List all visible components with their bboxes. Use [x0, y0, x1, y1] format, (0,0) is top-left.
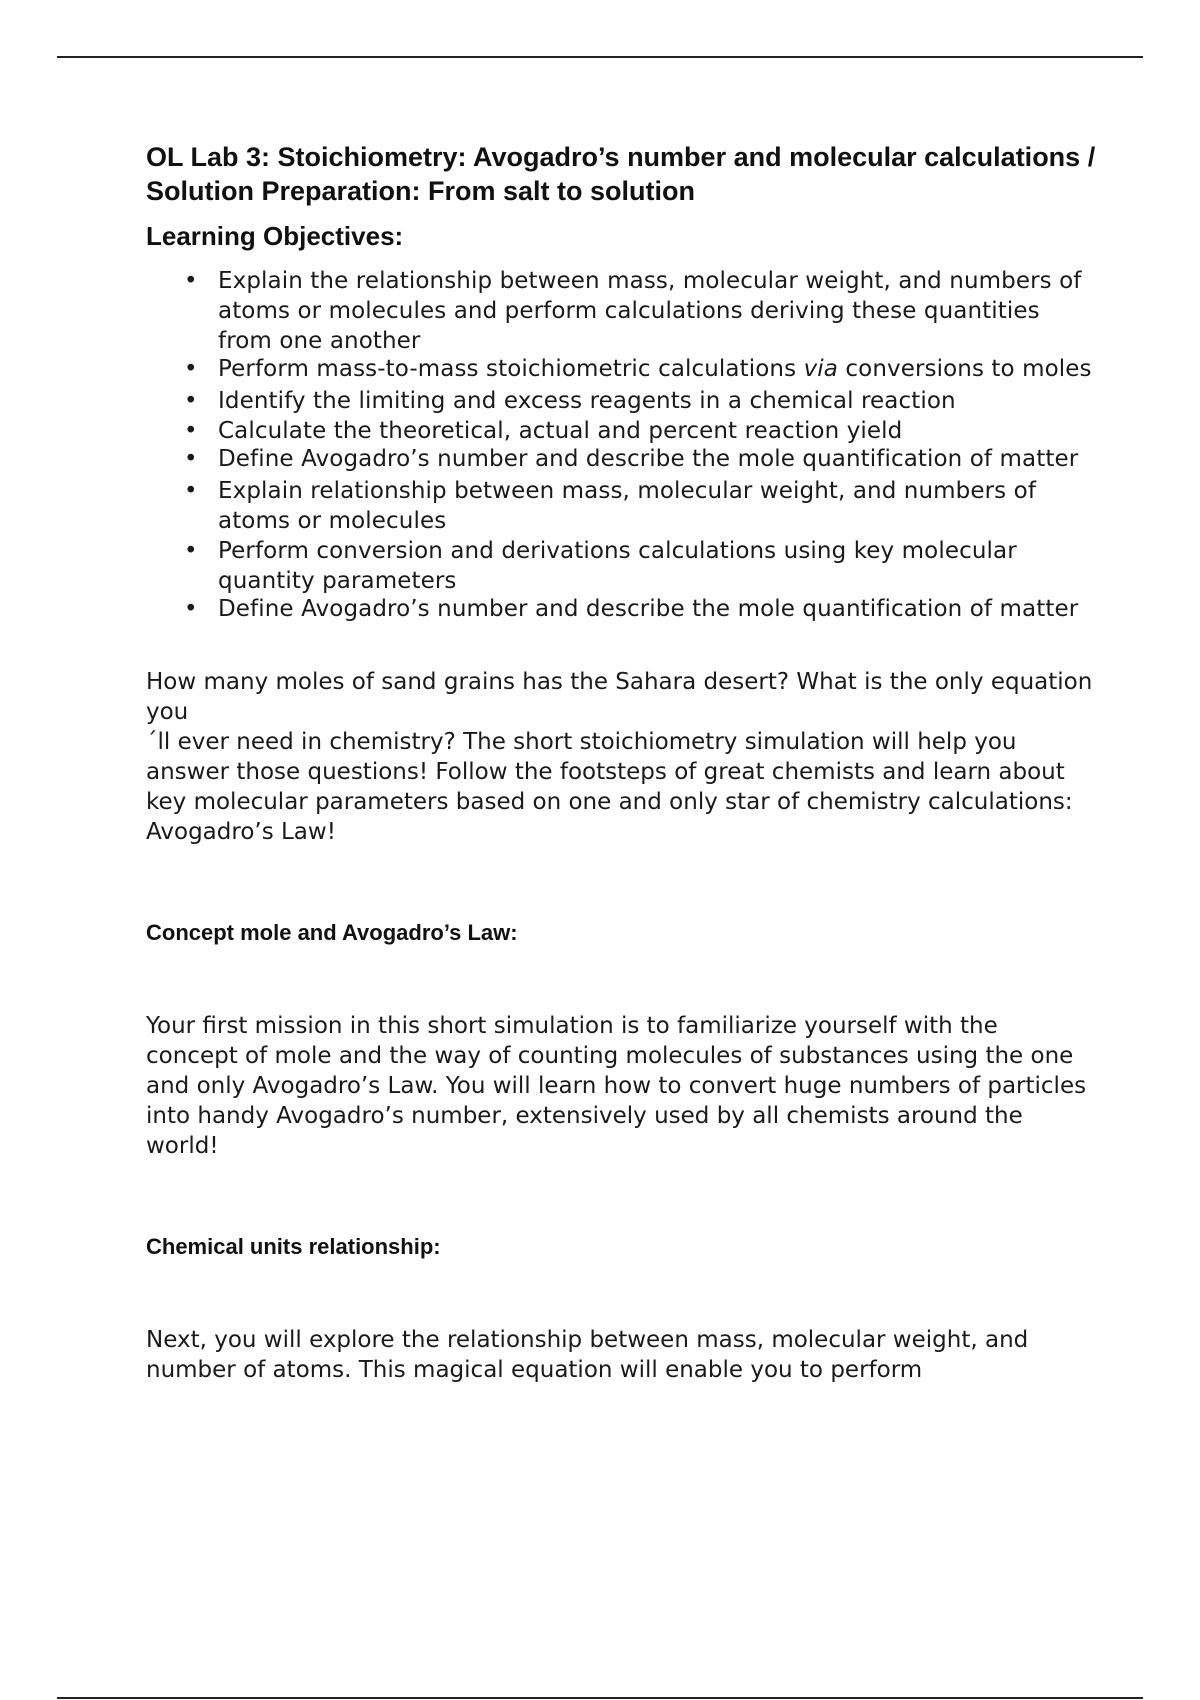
- intro-line-1: How many moles of sand grains has the Sahara desert? What is the only equation you: [146, 669, 1093, 725]
- list-item: • Explain the relationship between mass, molecular weight, and numbers of atoms or molecules and perform calculations deriving these quantities from one another: [184, 266, 1096, 356]
- objectives-heading: Learning Objectives:: [146, 221, 404, 251]
- list-item: • Explain relationship between mass, molecular weight, and numbers of atoms or molecules: [184, 476, 1096, 536]
- list-item: • Identify the limiting and excess reagents in a chemical reaction: [184, 386, 1096, 416]
- bottom-rule: [57, 1697, 1143, 1699]
- italic-via: via: [803, 356, 838, 382]
- document-body: [146, 140, 1096, 1385]
- intro-line-2: ´ll ever need in chemistry? The short stoichiometry simulation will help you answer those questions! Follow the footsteps of great chemists and learn about key molecular parameters based on one and only star of chemistry calculations: Avogadro’s Law!: [146, 729, 1073, 845]
- objectives-list: [146, 266, 1096, 623]
- list-item: • Define Avogadro’s number and describe the mole quantification of matter: [184, 596, 1096, 623]
- section-body-units: Next, you will explore the relationship between mass, molecular weight, and number of atoms. This magical equation will enable you to perform: [146, 1327, 1029, 1383]
- intro-paragraph: [146, 667, 1096, 847]
- section-heading-units: Chemical units relationship:: [146, 1234, 441, 1259]
- list-item: • Perform conversion and derivations calculations using key molecular quantity parameters: [184, 536, 1096, 596]
- top-rule: [57, 56, 1143, 58]
- section-body-mole: Your first mission in this short simulation is to familiarize yourself with the concept of mole and the way of counting molecules of substances using the one and only Avogadro’s Law. You will learn how to convert huge numbers of particles into handy Avogadro’s number, extensively used by all chemists around the world!: [146, 1013, 1087, 1159]
- section-heading-mole: Concept mole and Avogadro’s Law:: [146, 920, 518, 945]
- document-title: OL Lab 3: Stoichiometry: Avogadro’s number and molecular calculations / Solution Preparation: From salt to solution: [146, 142, 1096, 206]
- list-item: • Calculate the theoretical, actual and percent reaction yield: [184, 416, 1096, 446]
- list-item: • Perform mass-to-mass stoichiometric calculations via conversions to moles: [184, 356, 1096, 383]
- list-item: • Define Avogadro’s number and describe the mole quantification of matter: [184, 446, 1096, 473]
